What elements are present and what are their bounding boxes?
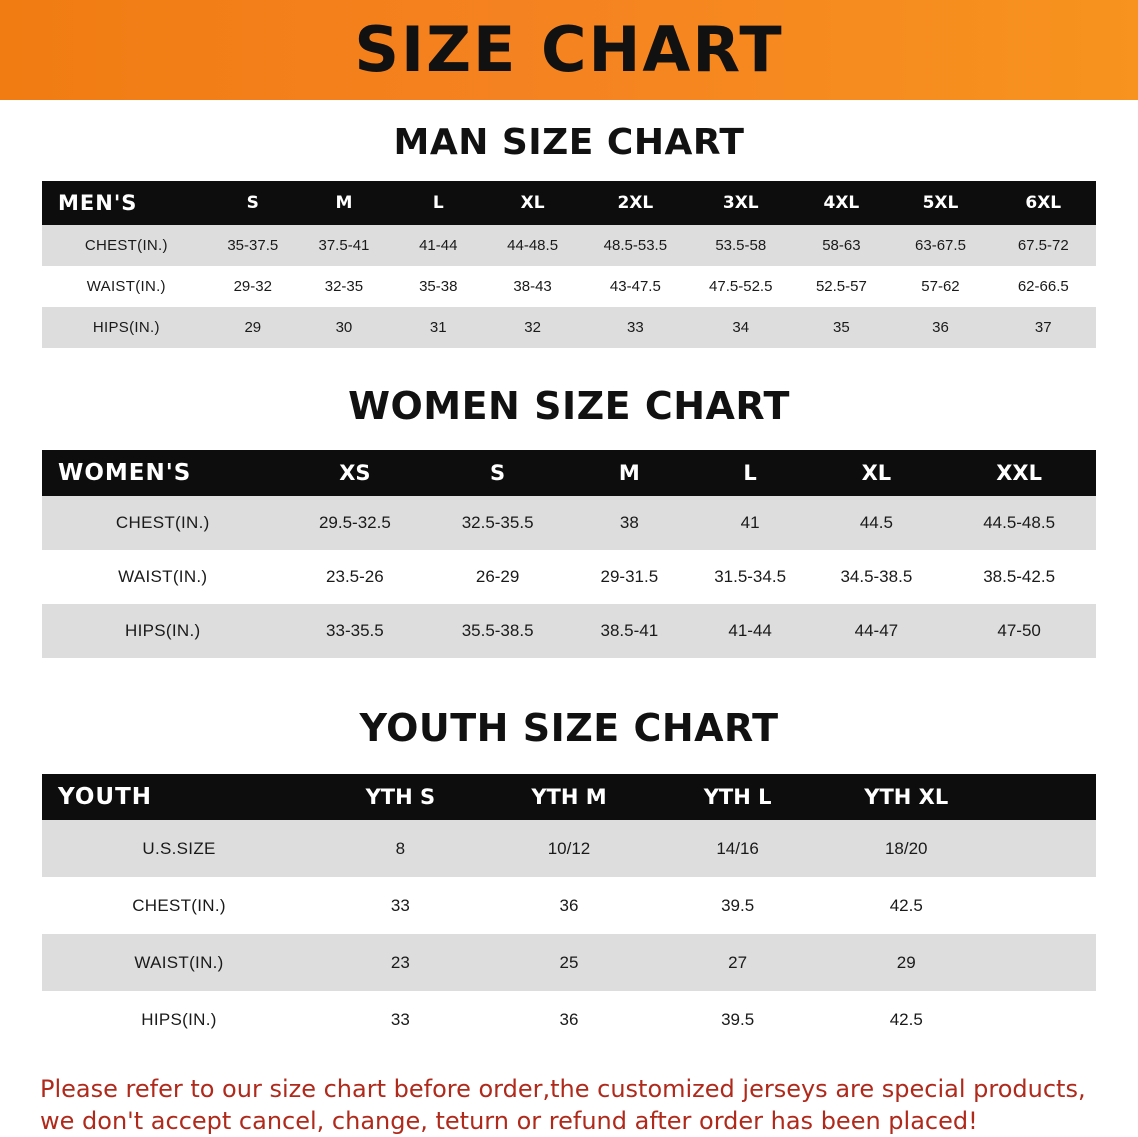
table-row xyxy=(42,820,1096,877)
women-section-title: WOMEN SIZE CHART xyxy=(348,384,790,428)
youth-header-cell-spacer xyxy=(991,774,1096,820)
man-size-table xyxy=(42,181,1096,348)
header-banner xyxy=(0,0,1138,100)
man-cell-1-8: 62-66.5 xyxy=(991,266,1096,307)
youth-header-cell-0: YOUTH xyxy=(58,784,153,810)
man-cell-1-5: 47.5-52.5 xyxy=(689,266,792,307)
man-table-body xyxy=(42,225,1096,348)
man-cell-0-2: 41-44 xyxy=(393,225,484,266)
man-cell-0-1: 37.5-41 xyxy=(295,225,393,266)
youth-cell-3-spacer xyxy=(991,991,1096,1048)
women-cell-1-3: 31.5-34.5 xyxy=(690,550,811,604)
man-header-cell-8: 5XL xyxy=(922,193,959,213)
women-table-body xyxy=(42,496,1096,658)
man-row-label-1: WAIST(IN.) xyxy=(42,266,211,307)
man-cell-2-1: 30 xyxy=(295,307,393,348)
youth-cell-2-spacer xyxy=(991,934,1096,991)
man-cell-2-2: 31 xyxy=(393,307,484,348)
women-size-table xyxy=(42,450,1096,658)
man-header-cell-3: L xyxy=(432,193,444,213)
youth-cell-3-0: 33 xyxy=(316,991,485,1048)
man-row-label-0: CHEST(IN.) xyxy=(42,225,211,266)
man-cell-1-0: 29-32 xyxy=(211,266,295,307)
women-cell-0-2: 38 xyxy=(569,496,690,550)
youth-header-cell-3: YTH L xyxy=(703,785,772,809)
man-table-head xyxy=(42,181,1096,225)
disclaimer-line-1: Please refer to our size chart before order,the customized jerseys are special products, xyxy=(40,1075,1086,1103)
table-row xyxy=(42,991,1096,1048)
youth-cell-1-1: 36 xyxy=(485,877,654,934)
women-row-label-1: WAIST(IN.) xyxy=(42,550,284,604)
youth-cell-3-3: 42.5 xyxy=(822,991,991,1048)
youth-row-label-2: WAIST(IN.) xyxy=(42,934,316,991)
youth-header-cell-1: YTH S xyxy=(365,785,436,809)
youth-size-table xyxy=(42,774,1096,1048)
disclaimer-line-2: we don't accept cancel, change, teturn or refund after order has been placed! xyxy=(40,1106,978,1135)
man-header-cell-6: 3XL xyxy=(722,193,759,213)
disclaimer-note xyxy=(40,1074,1098,1137)
youth-header-cell-4: YTH XL xyxy=(864,785,949,809)
women-header-cell-4: L xyxy=(743,461,757,485)
youth-cell-0-spacer xyxy=(991,820,1096,877)
women-table-wrapper xyxy=(42,450,1096,658)
youth-cell-1-0: 33 xyxy=(316,877,485,934)
women-cell-0-3: 41 xyxy=(690,496,811,550)
table-row xyxy=(42,934,1096,991)
women-row-label-2: HIPS(IN.) xyxy=(42,604,284,658)
man-cell-2-5: 34 xyxy=(689,307,792,348)
youth-row-label-3: HIPS(IN.) xyxy=(42,991,316,1048)
youth-table-head xyxy=(42,774,1096,820)
women-cell-0-1: 32.5-35.5 xyxy=(426,496,569,550)
table-row xyxy=(42,550,1096,604)
man-section-title: MAN SIZE CHART xyxy=(393,122,745,163)
man-cell-2-3: 32 xyxy=(484,307,582,348)
man-cell-1-2: 35-38 xyxy=(393,266,484,307)
women-cell-0-5: 44.5-48.5 xyxy=(942,496,1096,550)
man-cell-1-1: 32-35 xyxy=(295,266,393,307)
women-cell-2-5: 47-50 xyxy=(942,604,1096,658)
women-cell-0-4: 44.5 xyxy=(811,496,943,550)
youth-cell-3-2: 39.5 xyxy=(653,991,822,1048)
man-header-cell-9: 6XL xyxy=(1025,193,1062,213)
table-row xyxy=(42,604,1096,658)
women-cell-2-4: 44-47 xyxy=(811,604,943,658)
women-header-cell-1: XS xyxy=(339,461,371,485)
table-row xyxy=(42,307,1096,348)
women-cell-2-2: 38.5-41 xyxy=(569,604,690,658)
man-row-label-2: HIPS(IN.) xyxy=(42,307,211,348)
women-table-head xyxy=(42,450,1096,496)
table-row xyxy=(42,877,1096,934)
women-header-cell-5: XL xyxy=(861,461,892,485)
women-cell-0-0: 29.5-32.5 xyxy=(284,496,427,550)
man-header-cell-0: MEN'S xyxy=(58,191,138,215)
youth-cell-0-3: 18/20 xyxy=(822,820,991,877)
man-cell-2-7: 36 xyxy=(890,307,990,348)
youth-section-title: YOUTH SIZE CHART xyxy=(359,706,779,750)
women-cell-2-0: 33-35.5 xyxy=(284,604,427,658)
youth-cell-0-1: 10/12 xyxy=(485,820,654,877)
youth-cell-1-2: 39.5 xyxy=(653,877,822,934)
women-header-row xyxy=(42,450,1096,496)
women-cell-1-4: 34.5-38.5 xyxy=(811,550,943,604)
man-cell-0-6: 58-63 xyxy=(792,225,890,266)
women-header-cell-2: S xyxy=(490,461,506,485)
man-cell-0-4: 48.5-53.5 xyxy=(582,225,690,266)
table-row xyxy=(42,225,1096,266)
table-row xyxy=(42,266,1096,307)
man-cell-2-8: 37 xyxy=(991,307,1096,348)
women-cell-1-5: 38.5-42.5 xyxy=(942,550,1096,604)
youth-cell-2-3: 29 xyxy=(822,934,991,991)
man-cell-0-7: 63-67.5 xyxy=(890,225,990,266)
youth-table-wrapper xyxy=(42,774,1096,1048)
women-cell-1-0: 23.5-26 xyxy=(284,550,427,604)
man-cell-1-4: 43-47.5 xyxy=(582,266,690,307)
man-cell-2-4: 33 xyxy=(582,307,690,348)
man-cell-0-3: 44-48.5 xyxy=(484,225,582,266)
man-header-cell-5: 2XL xyxy=(617,193,654,213)
youth-cell-2-1: 25 xyxy=(485,934,654,991)
man-cell-0-5: 53.5-58 xyxy=(689,225,792,266)
man-cell-0-8: 67.5-72 xyxy=(991,225,1096,266)
man-header-cell-7: 4XL xyxy=(823,193,860,213)
man-table-wrapper xyxy=(42,181,1096,348)
table-row xyxy=(42,496,1096,550)
man-cell-1-6: 52.5-57 xyxy=(792,266,890,307)
youth-cell-1-spacer xyxy=(991,877,1096,934)
youth-cell-3-1: 36 xyxy=(485,991,654,1048)
man-cell-1-3: 38-43 xyxy=(484,266,582,307)
youth-row-label-1: CHEST(IN.) xyxy=(42,877,316,934)
women-row-label-0: CHEST(IN.) xyxy=(42,496,284,550)
man-cell-2-6: 35 xyxy=(792,307,890,348)
women-header-cell-3: M xyxy=(618,461,640,485)
youth-cell-2-2: 27 xyxy=(653,934,822,991)
youth-cell-0-2: 14/16 xyxy=(653,820,822,877)
page-title: SIZE CHART xyxy=(354,13,784,86)
youth-cell-2-0: 23 xyxy=(316,934,485,991)
women-cell-1-2: 29-31.5 xyxy=(569,550,690,604)
man-header-cell-4: XL xyxy=(520,193,545,213)
youth-header-row xyxy=(42,774,1096,820)
man-header-cell-1: S xyxy=(246,193,259,213)
man-header-row xyxy=(42,181,1096,225)
man-cell-0-0: 35-37.5 xyxy=(211,225,295,266)
women-cell-1-1: 26-29 xyxy=(426,550,569,604)
youth-table-body xyxy=(42,820,1096,1048)
man-cell-1-7: 57-62 xyxy=(890,266,990,307)
man-cell-2-0: 29 xyxy=(211,307,295,348)
man-header-cell-2: M xyxy=(335,193,353,213)
women-cell-2-3: 41-44 xyxy=(690,604,811,658)
youth-cell-1-3: 42.5 xyxy=(822,877,991,934)
youth-header-cell-2: YTH M xyxy=(531,785,607,809)
women-cell-2-1: 35.5-38.5 xyxy=(426,604,569,658)
youth-cell-0-0: 8 xyxy=(316,820,485,877)
women-header-cell-6: XXL xyxy=(996,461,1042,485)
youth-row-label-0: U.S.SIZE xyxy=(42,820,316,877)
women-header-cell-0: WOMEN'S xyxy=(58,460,192,486)
